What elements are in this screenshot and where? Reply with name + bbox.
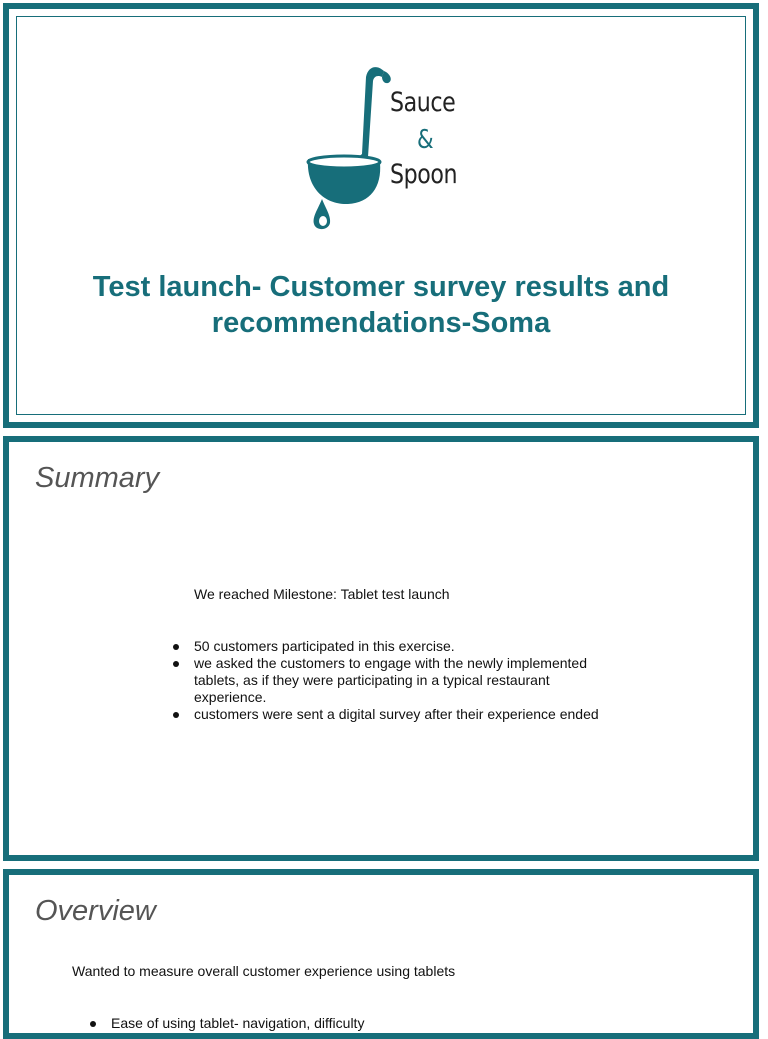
logo-ampersand: & <box>417 125 434 155</box>
summary-slide <box>3 436 759 861</box>
title-line-1: Test launch- Customer survey results and <box>92 271 670 303</box>
milestone-text: We reached Milestone: Tablet test launch <box>194 586 450 602</box>
list-item: 50 customers participated in this exercise. <box>169 638 609 655</box>
logo-word-spoon: Spoon <box>390 159 458 190</box>
ladle-icon <box>296 59 396 234</box>
list-item: we asked the customers to engage with the newly implemented tablets, as if they were participating in a typical restaurant experience. <box>169 655 604 706</box>
slide-heading: Summary <box>35 462 160 494</box>
sauce-and-spoon-logo <box>296 59 476 234</box>
summary-bullet-list <box>169 638 609 723</box>
list-item: Ease of using tablet- navigation, difficulty <box>86 1015 364 1032</box>
presentation-title <box>29 269 733 341</box>
list-item: customers were sent a digital survey after their experience ended <box>169 706 609 723</box>
logo-word-sauce: Sauce <box>390 87 456 118</box>
overview-slide <box>3 869 759 1039</box>
overview-intro-text: Wanted to measure overall customer experience using tablets <box>72 963 456 979</box>
title-line-2: recommendations-Soma <box>211 307 551 339</box>
title-slide <box>3 3 759 428</box>
slide-heading: Overview <box>35 895 156 927</box>
